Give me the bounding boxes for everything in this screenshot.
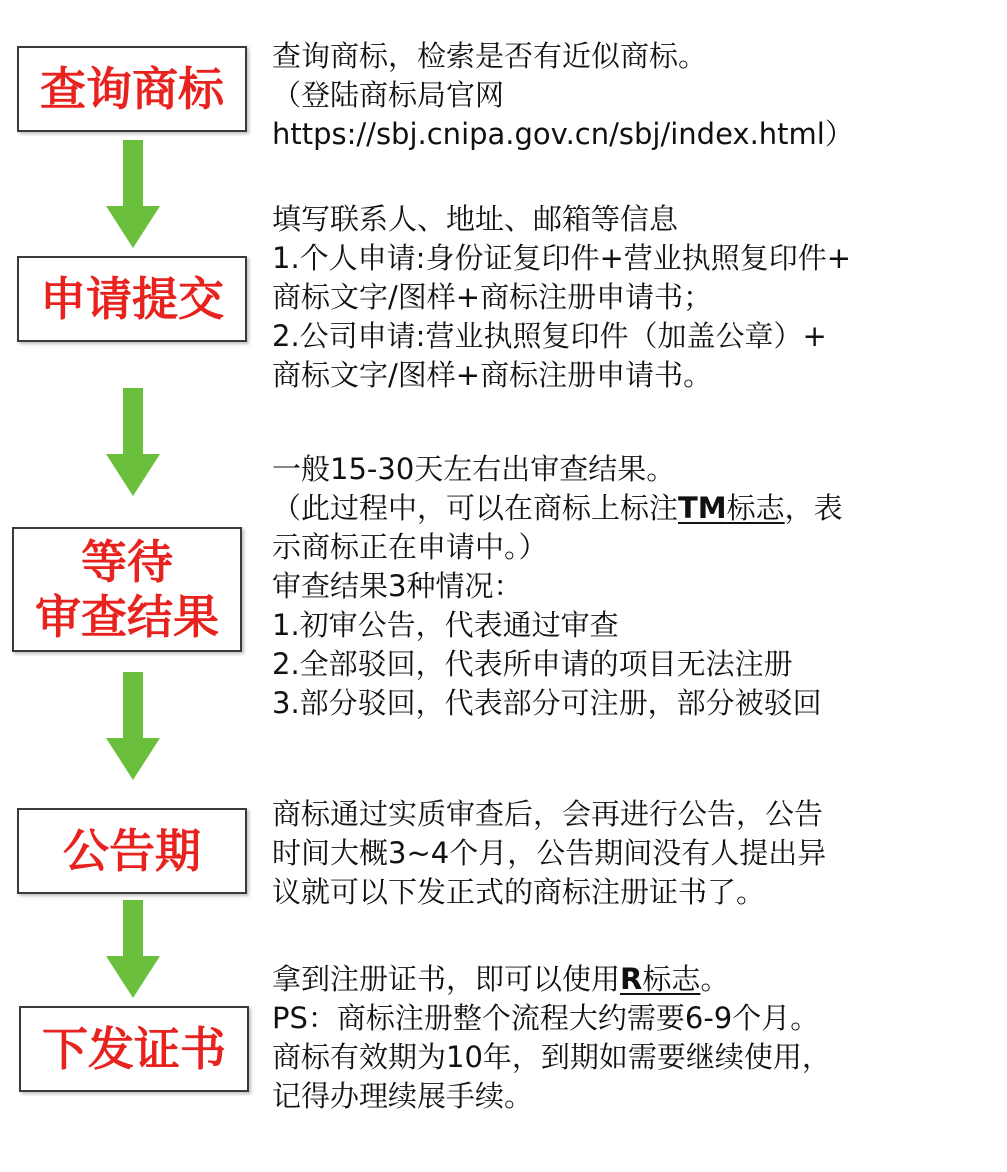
desc-line: 商标文字/图样+商标注册申请书；	[272, 280, 713, 314]
step-box-search	[17, 46, 247, 132]
desc-line: 示商标正在申请中。）	[272, 530, 548, 564]
step-box-await-review	[12, 527, 242, 652]
desc-line: 商标文字/图样+商标注册申请书。	[272, 358, 713, 392]
step-title-certificate: 下发证书	[42, 1021, 226, 1076]
arrow-down-icon	[106, 672, 160, 782]
desc-line: 查询商标，检索是否有近似商标。	[272, 39, 708, 73]
r-mark: R	[620, 962, 643, 996]
step-title-publication: 公告期	[63, 823, 201, 878]
desc-line-tm	[272, 489, 843, 528]
desc-line: 议就可以下发正式的商标注册证书了。	[272, 875, 766, 909]
step-box-publication	[17, 808, 247, 894]
desc-line-r	[272, 960, 831, 999]
desc-line: 2.全部驳回，代表所申请的项目无法注册	[272, 647, 793, 681]
tm-line-after: ，表	[784, 491, 843, 525]
step-box-certificate	[19, 1006, 249, 1092]
step-title-await-line1: 等待	[81, 535, 173, 590]
desc-line: 2.公司申请:营业执照复印件（加盖公章）+	[272, 319, 827, 353]
desc-line: 记得办理续展手续。	[272, 1079, 534, 1113]
step-title-await-line2: 审查结果	[35, 589, 219, 644]
desc-line: PS：商标注册整个流程大约需要6-9个月。	[272, 1001, 820, 1035]
tm-line-before: （此过程中，可以在商标上标注	[272, 491, 679, 525]
step-desc-certificate	[272, 960, 831, 1116]
desc-line: 商标通过实质审查后，会再进行公告，公告	[272, 797, 824, 831]
desc-line: 填写联系人、地址、邮箱等信息	[272, 202, 679, 236]
desc-line: 商标有效期为10年，到期如需要继续使用，	[272, 1040, 831, 1074]
tm-mark: TM	[678, 491, 727, 525]
tm-mark-tail: 标志	[726, 491, 785, 525]
step-box-submit	[17, 256, 247, 342]
step-desc-submit	[272, 200, 851, 395]
step-desc-await-review	[272, 450, 843, 723]
step-desc-search	[272, 37, 854, 154]
desc-line: 一般15-30天左右出审查结果。	[272, 452, 676, 486]
desc-line: 时间大概3~4个月，公告期间没有人提出异	[272, 836, 827, 870]
desc-line: 1.个人申请:身份证复印件+营业执照复印件+	[272, 241, 852, 275]
desc-line: （登陆商标局官网	[272, 78, 505, 112]
r-line-after: 。	[700, 962, 730, 996]
step-title-search: 查询商标	[40, 61, 224, 116]
desc-line: 审查结果3种情况：	[272, 569, 523, 603]
r-mark-tail: 标志	[642, 962, 701, 996]
step-title-submit: 申请提交	[40, 271, 224, 326]
desc-line: 3.部分驳回，代表部分可注册，部分被驳回	[272, 686, 822, 720]
step-desc-publication	[272, 795, 826, 912]
arrow-down-icon	[106, 140, 160, 250]
desc-line: 1.初审公告，代表通过审查	[272, 608, 619, 642]
arrow-down-icon	[106, 900, 160, 1000]
arrow-down-icon	[106, 388, 160, 498]
r-line-before: 拿到注册证书，即可以使用	[272, 962, 621, 996]
desc-line: https://sbj.cnipa.gov.cn/sbj/index.html）	[272, 117, 854, 151]
